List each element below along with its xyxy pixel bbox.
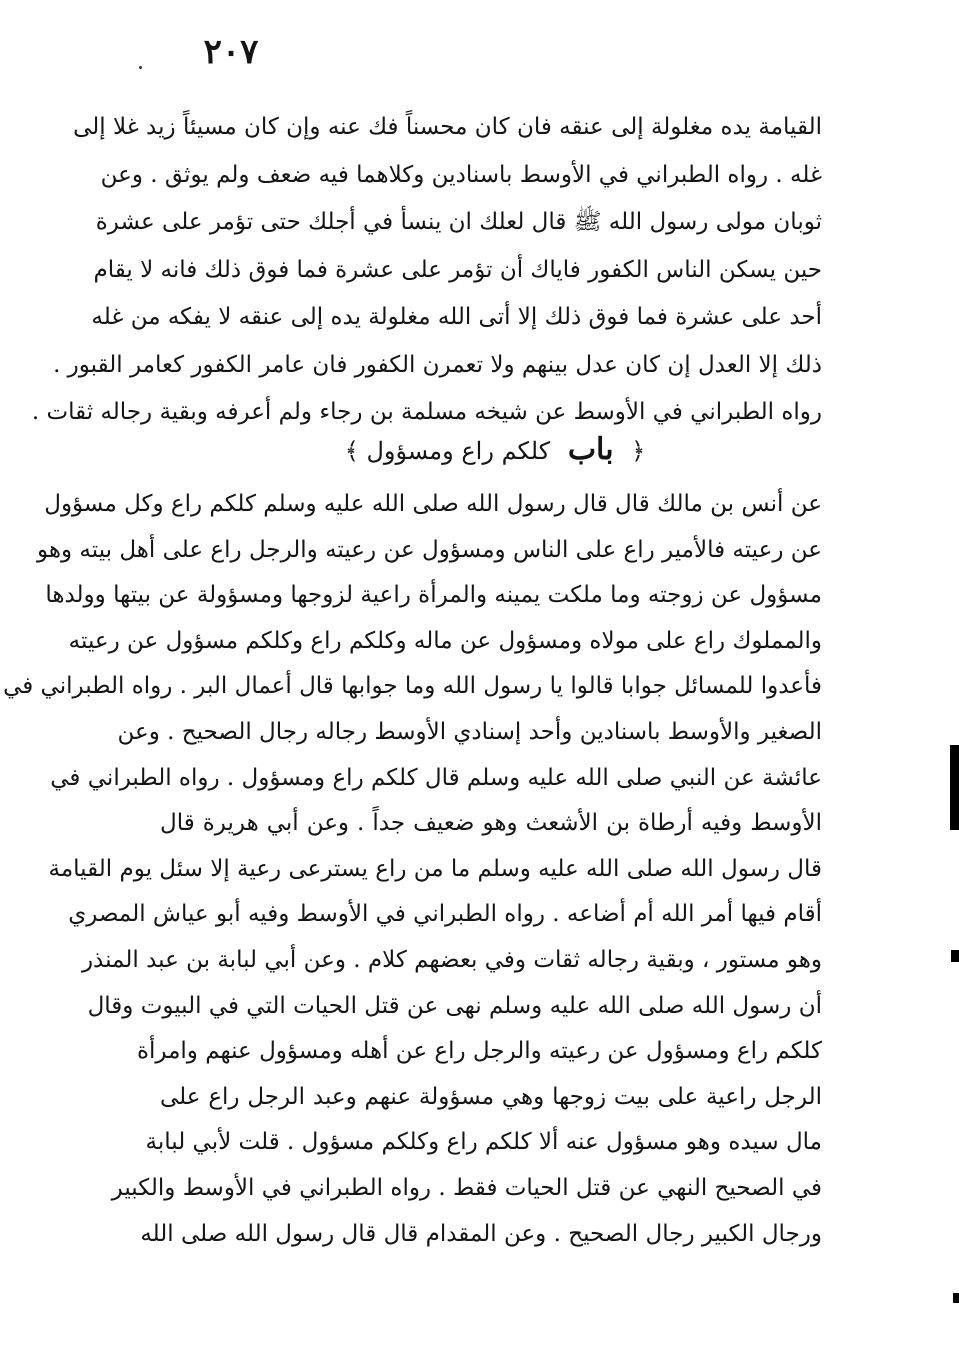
text-line: أقام فيها أمر الله أم أضاعه . رواه الطبراني في الأوسط وفيه أبو عياش المصري: [68, 901, 822, 928]
text-block-top: [31, 104, 822, 437]
text-line: ورجال الكبير رجال الصحيح . وعن المقدام قال قال رسول الله صلى الله: [140, 1220, 822, 1247]
text-line: حين يسكن الناس الكفور فاياك أن تؤمر على عشرة فما فوق ذلك فانه لا يقام: [93, 256, 822, 283]
text-line: غله . رواه الطبراني في الأوسط باسنادين وكلاهما فيه ضعف ولم يوثق . وعن: [100, 161, 822, 188]
text-line: قال رسول الله صلى الله عليه وسلم ما من راع يسترعى رعية إلا سئل يوم القيامة: [48, 855, 822, 882]
ink-speck: [139, 66, 142, 69]
scan-edge-mark: [951, 950, 959, 962]
text-line: عائشة عن النبي صلى الله عليه وسلم قال كلكم راع ومسؤول . رواه الطبراني في: [50, 764, 822, 791]
text-line: في الصحيح النهي عن قتل الحيات فقط . رواه الطبراني في الأوسط والكبير: [111, 1174, 822, 1201]
text-line: الصغير والأوسط باسنادين وأحد إسنادي الأوسط رجاله رجال الصحيح . وعن: [117, 718, 822, 745]
page-number: ٢٠٧: [203, 32, 259, 72]
heading-close-bracket: ﴾: [344, 437, 359, 465]
text-line: مال سيده وهو مسؤول عنه ألا كلكم راع وكلكم مسؤول . قلت لأبي لبابة: [145, 1129, 822, 1156]
text-line: عن أنس بن مالك قال قال رسول الله صلى الله عليه وسلم كلكم راع وكل مسؤول: [44, 491, 822, 517]
chapter-heading: [330, 428, 660, 472]
text-line: عن رعيته فالأمير راع على الناس ومسؤول عن رعيته والرجل راع على أهل بيته وهو: [37, 536, 822, 563]
text-line: فأعدوا للمسائل جوابا قالوا يا رسول الله وما جوابها قال أعمال البر . رواه الطبراني في: [3, 673, 822, 700]
text-line: أحد على عشرة فما فوق ذلك إلا أتى الله مغلولة يده إلى عنقه لا يفكه من غله: [91, 304, 822, 330]
text-line: والمملوك راع على مولاه ومسؤول عن ماله وكلكم راع وكلكم مسؤول عن رعيته: [68, 627, 822, 654]
text-line: ثوبان مولى رسول الله ﷺ قال لعلك ان ينسأ في أجلك حتى تؤمر على عشرة: [95, 209, 822, 235]
chapter-word: باب: [567, 432, 614, 467]
text-line: أن رسول الله صلى الله عليه وسلم نهى عن قتل الحيات التي في البيوت وقال: [87, 992, 822, 1019]
text-line: رواه الطبراني في الأوسط عن شيخه مسلمة بن رجاء ولم أعرفه وبقية رجاله ثقات .: [31, 399, 822, 425]
text-line: القيامة يده مغلولة إلى عنقه فان كان محسناً فك عنه وإن كان مسيئاً زيد غلا إلى: [73, 114, 822, 140]
scan-edge-mark: [950, 745, 959, 830]
text-line: الرجل راعية على بيت زوجها وهي مسؤولة عنهم وعبد الرجل راع على: [160, 1083, 822, 1110]
chapter-title: كلكم راع ومسؤول: [366, 437, 551, 465]
text-line: كلكم راع ومسؤول عن رعيته والرجل راع عن أهله ومسؤول عنهم وامرأة: [136, 1038, 822, 1065]
heading-open-bracket: ﴿: [631, 437, 646, 465]
text-line: وهو مستور ، وبقية رجاله ثقات وفي بعضهم كلام . وعن أبي لبابة بن عبد المنذر: [81, 946, 822, 973]
text-block-main: [3, 482, 822, 1257]
text-line: مسؤول عن زوجته وما ملكت يمينه والمرأة راعية لزوجها ومسؤولة عن بيتها وولدها: [45, 582, 822, 609]
text-line: ذلك إلا العدل إن كان عدل بينهم ولا تعمرن الكفور فان عامر الكفور كعامر القبور .: [53, 351, 822, 378]
text-line: الأوسط وفيه أرطاة بن الأشعث وهو ضعيف جداً . وعن أبي هريرة قال: [160, 810, 822, 837]
scan-edge-mark: [953, 1293, 959, 1303]
